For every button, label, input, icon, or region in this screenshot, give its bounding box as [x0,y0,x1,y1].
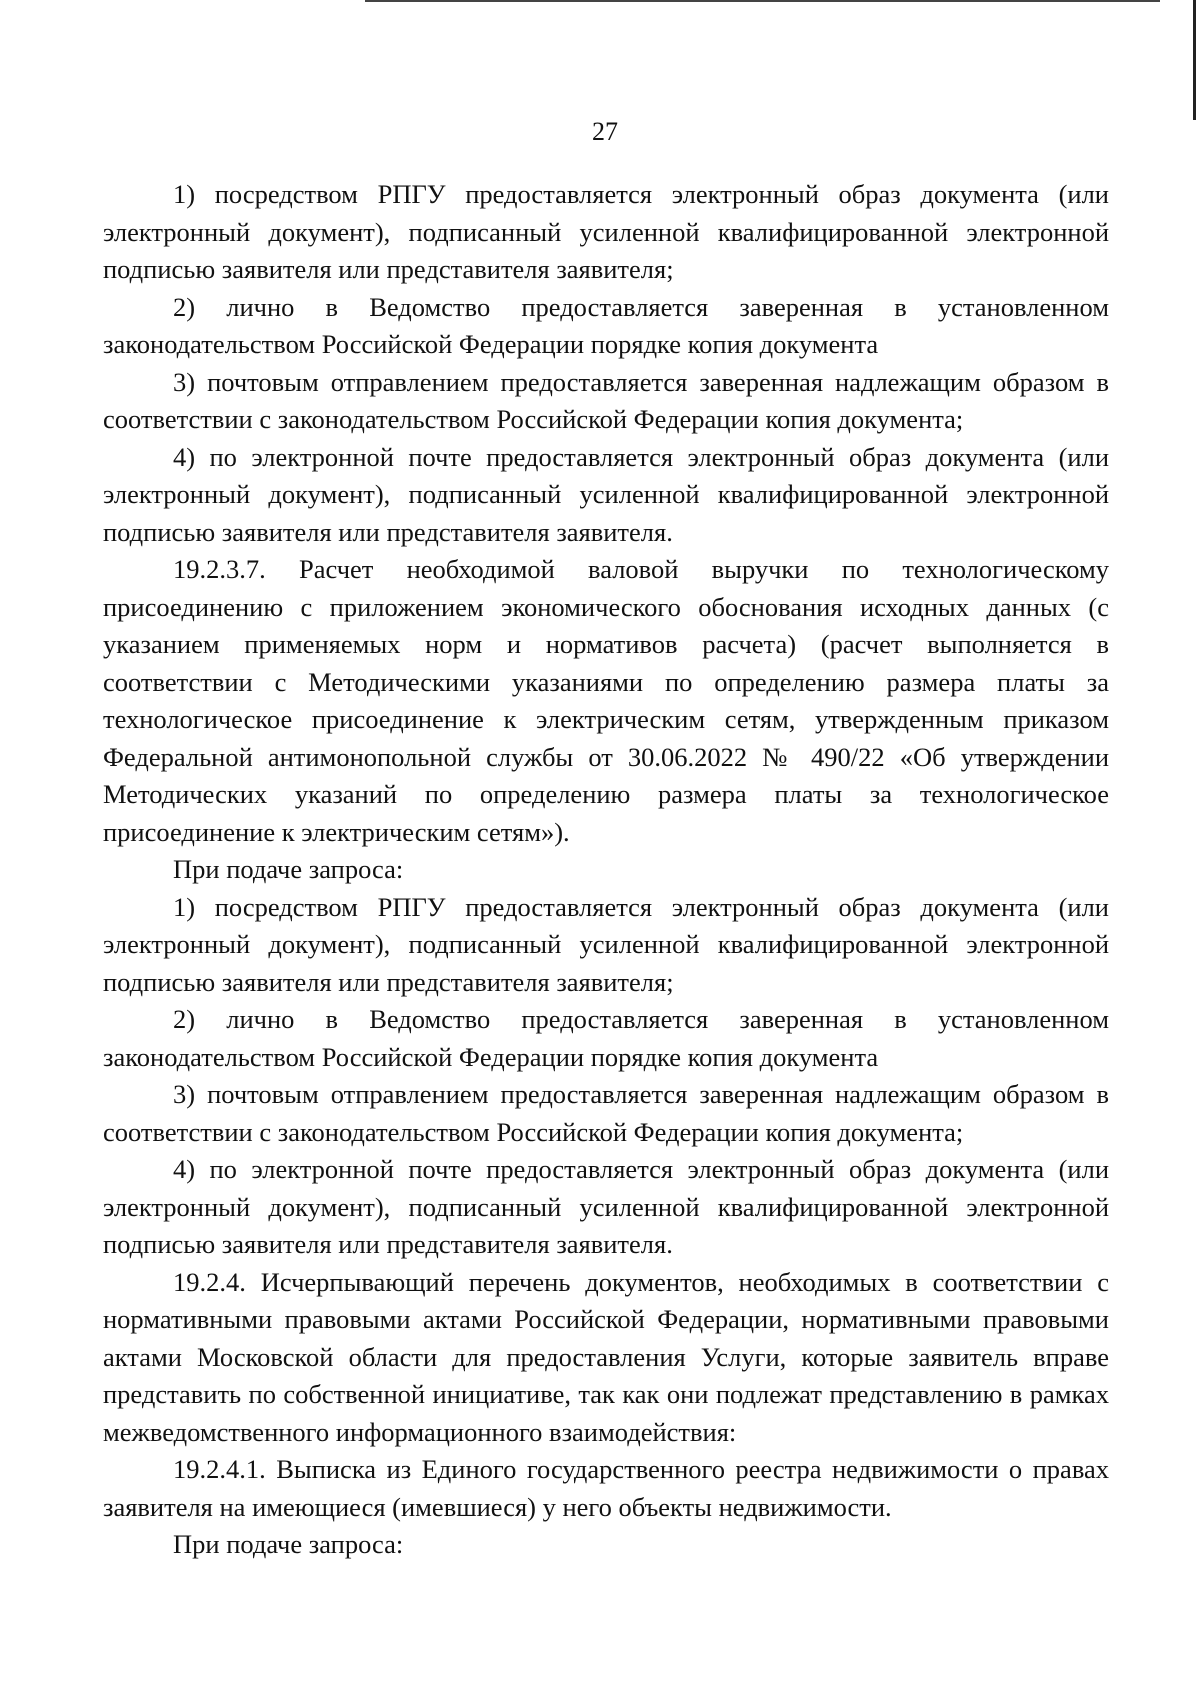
paragraph: 19.2.3.7. Расчет необходимой валовой выручки по технологическому присоединению с приложением экономического обоснования исходных данных (с указанием применяемых норм и нормативов расчета) (расчет выполняется в соответствии с Методическими указаниями по определению размера платы за технологическое присоединение к электрическим сетям, утвержденным приказом Федеральной антимонопольной службы от 30.06.2022 № 490/22 «Об утверждении Методических указаний по определению размера платы за технологическое присоединение к электрическим сетям»). [103,554,1109,847]
paragraph: 1) посредством РПГУ предоставляется электронный образ документа (или электронный документ), подписанный усиленной квалифицированной электронной подписью заявителя или представителя заявителя; [103,891,1109,997]
paragraph: 19.2.4. Исчерпывающий перечень документов, необходимых в соответствии с нормативными правовыми актами Российской Федерации, нормативными правовыми актами Московской области для предоставления Услуги, которые заявитель вправе представить по собственной инициативе, так как они подлежат представлению в рамках межведомственного информационного взаимодействия: [103,1266,1109,1447]
paragraph: 2) лично в Ведомство предоставляется заверенная в установленном законодательством Российской Федерации порядке копия документа [103,1004,1109,1072]
paragraph: 3) почтовым отправлением предоставляется заверенная надлежащим образом в соответствии с законодательством Российской Федерации копия документа; [103,1079,1109,1147]
paragraph: 4) по электронной почте предоставляется электронный образ документа (или электронный документ), подписанный усиленной квалифицированной электронной подписью заявителя или представителя заявителя. [103,441,1109,547]
scan-top-edge [365,0,1160,2]
paragraph: 1) посредством РПГУ предоставляется электронный образ документа (или электронный документ), подписанный усиленной квалифицированной электронной подписью заявителя или представителя заявителя; [103,179,1109,284]
paragraph: При подаче запроса: [173,854,404,884]
document-body [103,176,1109,1564]
paragraph: При подаче запроса: [173,1529,404,1559]
page-number: 27 [592,117,618,146]
scan-right-edge [1193,0,1196,120]
paragraph: 4) по электронной почте предоставляется электронный образ документа (или электронный документ), подписанный усиленной квалифицированной электронной подписью заявителя или представителя заявителя. [103,1154,1109,1259]
paragraph: 2) лично в Ведомство предоставляется заверенная в установленном законодательством Российской Федерации порядке копия документа [103,291,1109,359]
paragraph: 3) почтовым отправлением предоставляется заверенная надлежащим образом в соответствии с законодательством Российской Федерации копия документа; [103,366,1109,434]
paragraph: 19.2.4.1. Выписка из Единого государственного реестра недвижимости о правах заявителя на имеющиеся (имевшиеся) у него объекты недвижимости. [103,1454,1109,1522]
